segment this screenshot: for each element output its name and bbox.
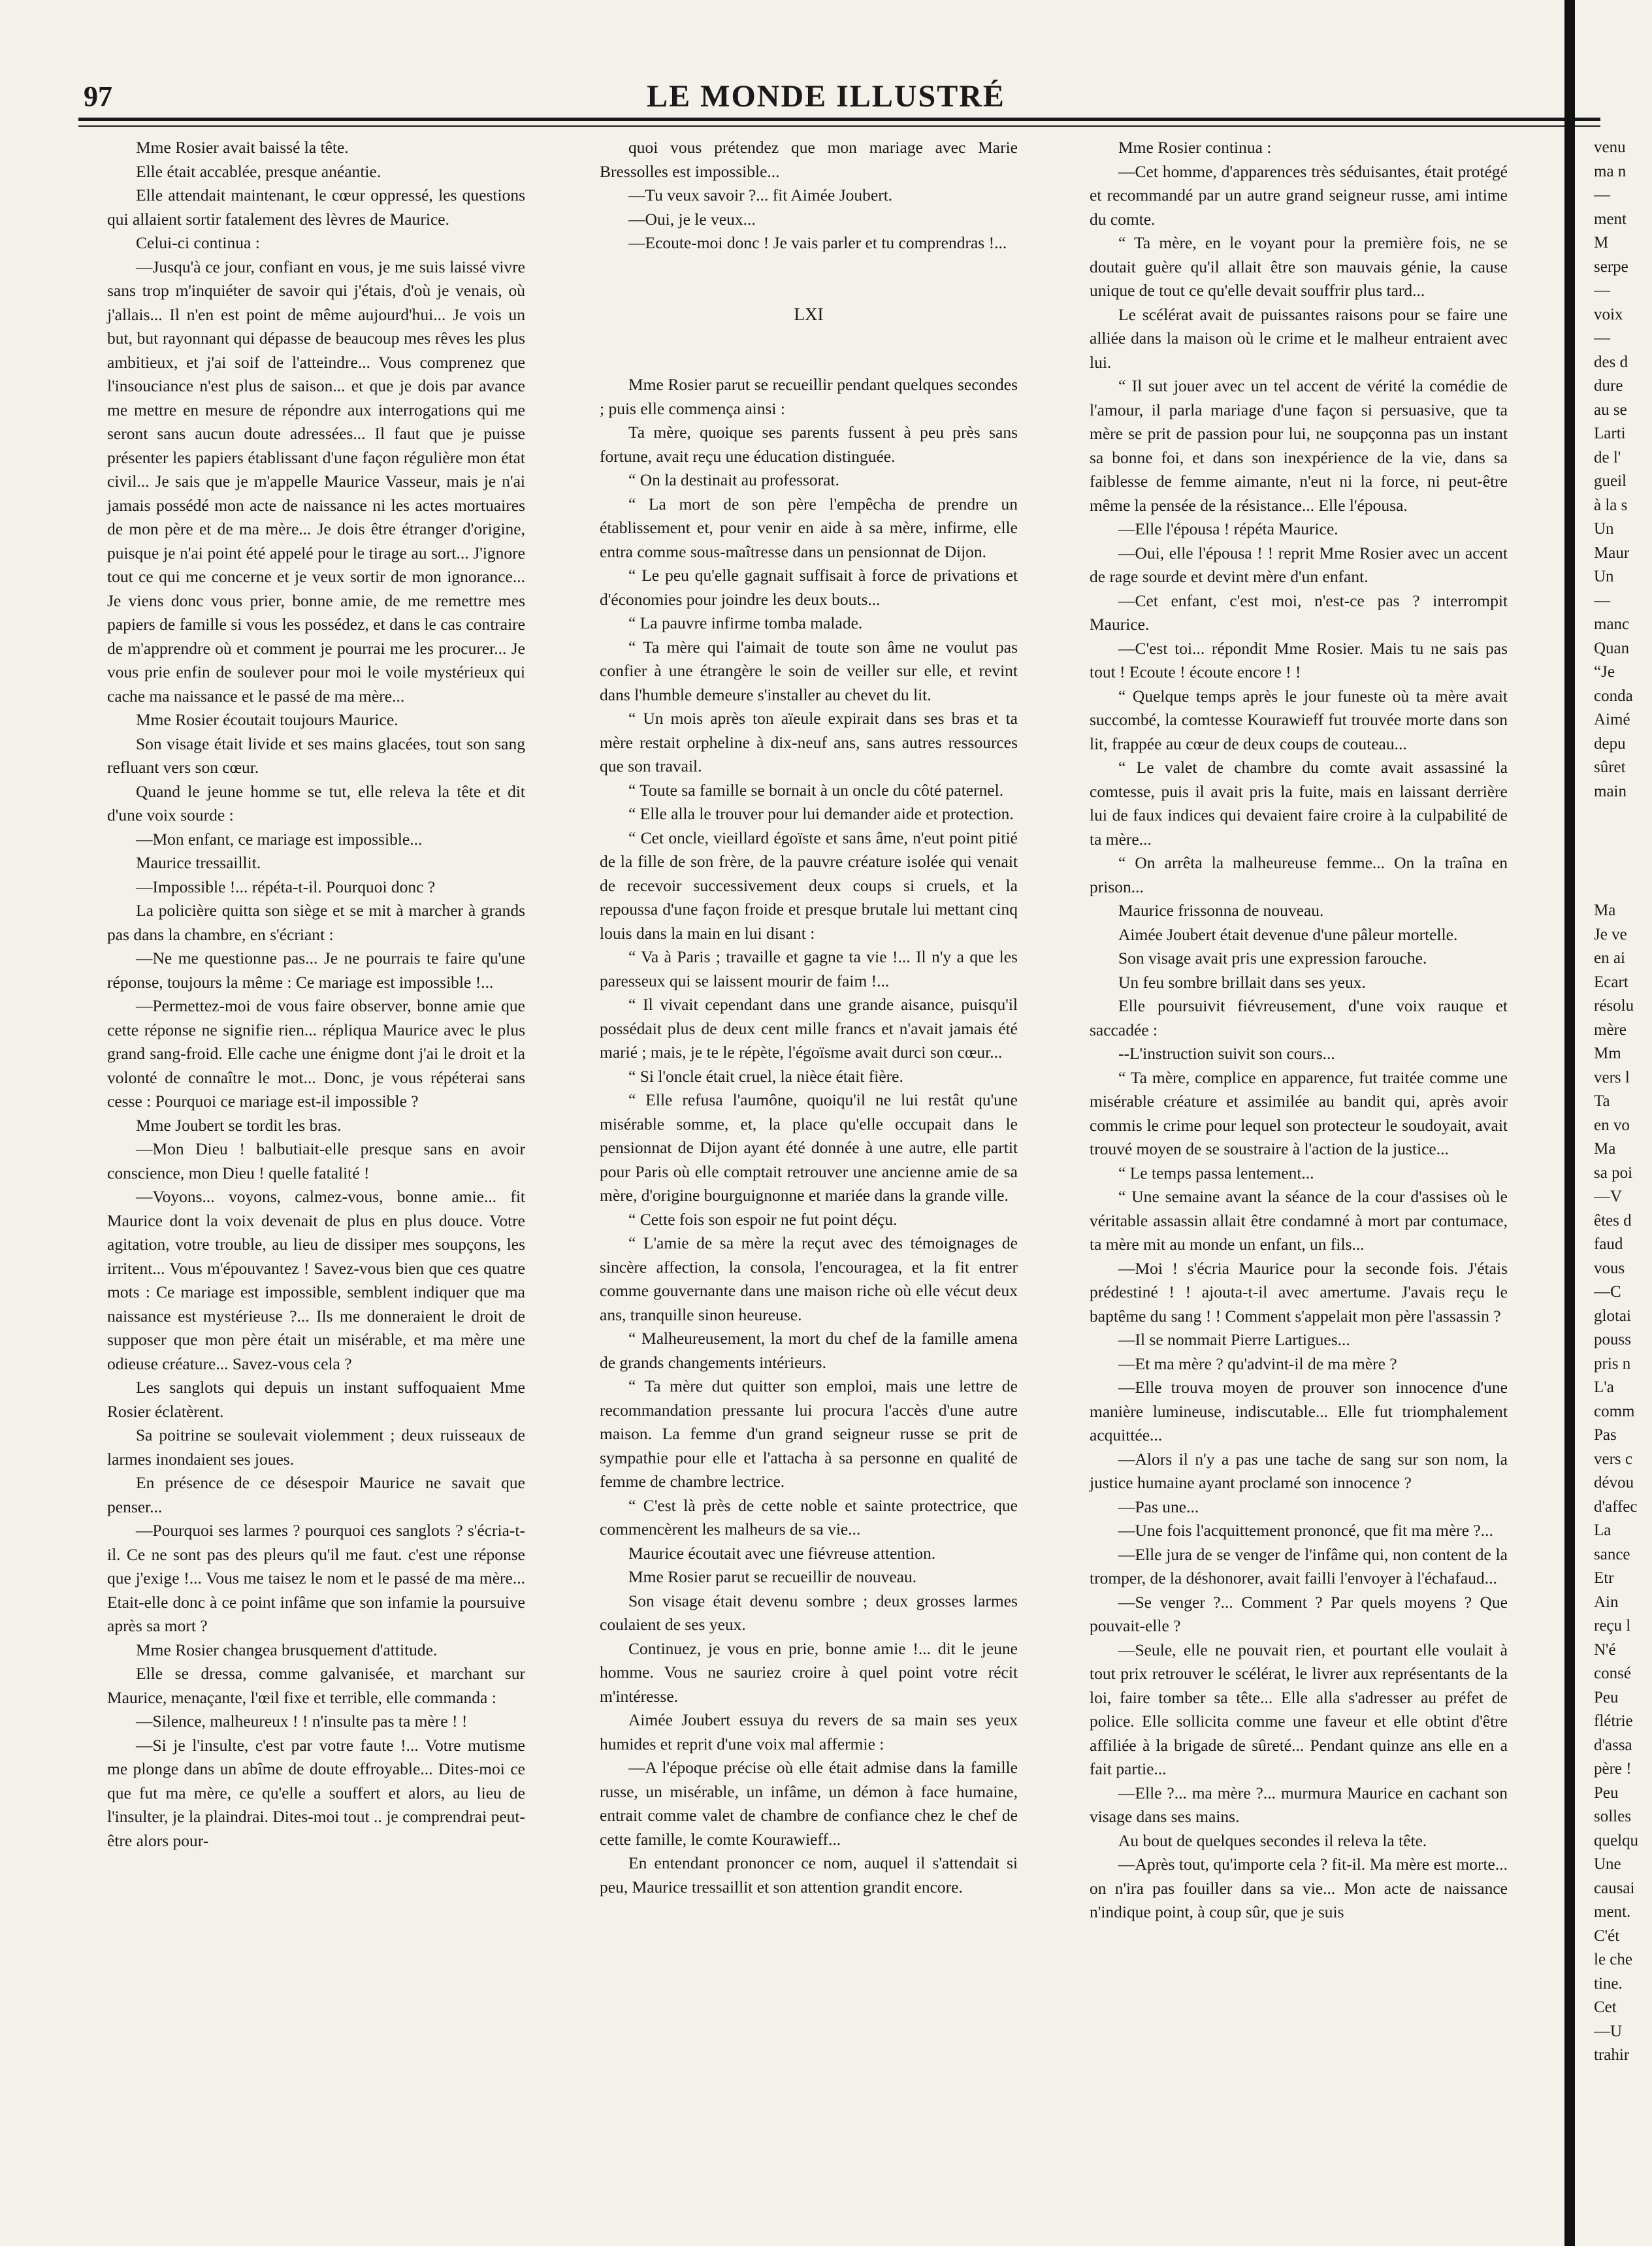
paragraph: “ Un mois après ton aïeule expirait dans ses bras et ta mère restait orpheline à dix-neuf ans, sans autres ressources que son travail. bbox=[600, 709, 1018, 775]
paragraph: “ Malheureusement, la mort du chef de la famille amena de grands changements intérieurs. bbox=[600, 1329, 1018, 1372]
paragraph: —Une fois l'acquittement prononcé, que fit ma mère ?... bbox=[1118, 1521, 1493, 1540]
edge-line-fragment: “Je bbox=[1594, 663, 1615, 681]
paragraph: “ Une semaine avant la séance de la cour d'assises où le véritable assassin allait être condamné à mort par contumace, ta mère mit au monde un enfant, un fils... bbox=[1090, 1187, 1508, 1254]
paragraph: La policière quitta son siège et se mit à marcher à grands pas dans la chambre, en s'écriant : bbox=[107, 901, 525, 944]
paragraph: Ta mère, quoique ses parents fussent à peu près sans fortune, avait reçu une éducation distinguée. bbox=[600, 423, 1018, 466]
edge-line-fragment: Cet bbox=[1594, 1998, 1617, 2016]
edge-line-fragment: à la s bbox=[1594, 496, 1628, 514]
edge-line-fragment: sa poi bbox=[1594, 1164, 1633, 1182]
chapter-heading: LXI bbox=[794, 304, 824, 324]
paragraph: quoi vous prétendez que mon mariage avec Marie Bressolles est impossible... bbox=[600, 138, 1018, 181]
edge-line-fragment: solles bbox=[1594, 1808, 1631, 1825]
edge-line-fragment: —C bbox=[1594, 1283, 1621, 1301]
paragraph: “ C'est là près de cette noble et sainte protectrice, que commencèrent les malheurs de sa vie... bbox=[600, 1495, 1018, 1538]
paragraph: —Voyons... voyons, calmez-vous, bonne amie... fit Maurice dont la voix devenait de plus en plus douce. Votre agitation, votre trouble, au lieu de dissiper mes soupçons, les irritent... Vous m'épouvantez ! Savez-vous bien que ces quatre mots : Ce mariage est impossible, semblent indiquer que ma naissance est mystérieuse ?... Ils me donneraient le droit de supposer que mon père était un misérable, et ma mère une odieuse créature... Savez-vous cela ? bbox=[107, 1187, 525, 1373]
paragraph: —Moi ! s'écria Maurice pour la seconde fois. J'étais prédestiné ! ! ajouta-t-il avec amertume. J'avais reçu le baptême du sang ! ! Comment s'appelait mon père l'assassin ? bbox=[1090, 1258, 1508, 1326]
paragraph: —C'est toi... répondit Mme Rosier. Mais tu ne sais pas tout ! Ecoute ! écoute encore ! ! bbox=[1090, 638, 1508, 681]
edge-line-fragment: quelqu bbox=[1594, 1831, 1639, 1849]
paragraph: —Elle jura de se venger de l'infâme qui, non content de la tromper, de la déshonorer, avait failli l'envoyer à l'échafaud... bbox=[1090, 1544, 1508, 1587]
column-2-chapter-text bbox=[600, 373, 1018, 1899]
edge-line-fragment: — bbox=[1594, 329, 1610, 347]
adjacent-page-edge bbox=[1594, 136, 1652, 2068]
paragraph: —Elle l'épousa ! répéta Maurice. bbox=[1118, 519, 1338, 538]
paragraph: “ Toute sa famille se bornait à un oncle du côté paternel. bbox=[628, 780, 1004, 800]
edge-line-fragment: ment. bbox=[1594, 1903, 1631, 1921]
paragraph: —Et ma mère ? qu'advint-il de ma mère ? bbox=[1118, 1354, 1397, 1373]
edge-line-fragment: dévou bbox=[1594, 1474, 1634, 1491]
paragraph: “ Le peu qu'elle gagnait suffisait à force de privations et d'économies pour joindre les deux bouts... bbox=[600, 566, 1018, 609]
edge-line-fragment: Une bbox=[1594, 1855, 1621, 1873]
paragraph: —Mon Dieu ! balbutiait-elle presque sans en avoir conscience, mon Dieu ! quelle fatalité ! bbox=[107, 1139, 525, 1182]
edge-line-fragment: vers c bbox=[1594, 1450, 1632, 1468]
paragraph: —Tu veux savoir ?... fit Aimée Joubert. bbox=[628, 186, 893, 204]
paragraph: —Elle ?... ma mère ?... murmura Maurice en cachant son visage dans ses mains. bbox=[1090, 1783, 1508, 1826]
edge-line-fragment: au se bbox=[1594, 400, 1627, 419]
edge-line-fragment: C'ét bbox=[1594, 1927, 1620, 1945]
paragraph: “ L'amie de sa mère la reçut avec des témoignages de sincère affection, la consola, l'encouragea, et la fit entrer comme gouvernante dans une maison riche où elle vécut deux ans, tranquille sinon heureuse. bbox=[600, 1233, 1018, 1324]
edge-line-fragment: Etr bbox=[1594, 1569, 1614, 1587]
edge-line-fragment: —V bbox=[1594, 1188, 1623, 1205]
column-2-continuation bbox=[600, 136, 1018, 255]
paragraph: —Pourquoi ses larmes ? pourquoi ces sanglots ? s'écria-t-il. Ce ne sont pas des pleurs qu'il me faut. c'est une réponse que j'exige !... Vous me taisez le nom et le passé de ma mère... Etait-elle donc à ce point infâme que son infamie la poursuive après sa mort ? bbox=[107, 1521, 525, 1635]
paragraph: —Mon enfant, ce mariage est impossible... bbox=[136, 829, 423, 849]
header-rule-thin bbox=[78, 125, 1600, 127]
paragraph: Mme Joubert se tordit les bras. bbox=[136, 1115, 342, 1135]
paragraph: “ Il vivait cependant dans une grande aisance, puisqu'il possédait plus de deux cent mille francs et n'avait jamais été marié ; mais, je te le répète, l'égoïsme avait durci son cœur... bbox=[600, 995, 1018, 1062]
edge-line-fragment: gueil bbox=[1594, 472, 1627, 490]
edge-line-fragment: sûret bbox=[1594, 758, 1626, 776]
paragraph: Le scélérat avait de puissantes raisons pour se faire une alliée dans la maison où le crime et le malheur entraient avec lui. bbox=[1090, 304, 1508, 372]
edge-line-fragment: Peu bbox=[1594, 1783, 1619, 1802]
edge-line-fragment: vers l bbox=[1594, 1068, 1630, 1086]
paragraph: Mme Rosier parut se recueillir pendant quelques secondes ; puis elle commença ainsi : bbox=[600, 375, 1018, 418]
edge-line-fragment: résolu bbox=[1594, 997, 1634, 1015]
edge-line-fragment: Un bbox=[1594, 520, 1614, 538]
paragraph: “ La mort de son père l'empêcha de prendre un établissement et, pour venir en aide à sa mère, infirme, elle entra comme sous-maîtresse dans un pensionnat de Dijon. bbox=[600, 494, 1018, 561]
paragraph: Maurice écoutait avec une fiévreuse attention. bbox=[628, 1543, 936, 1563]
edge-line-fragment: N'é bbox=[1594, 1640, 1616, 1659]
edge-line-fragment: Aimé bbox=[1594, 711, 1630, 728]
edge-line-fragment: Un bbox=[1594, 568, 1614, 585]
edge-line-fragment: vous bbox=[1594, 1259, 1625, 1277]
paragraph: —Seule, elle ne pouvait rien, et pourtant elle voulait à tout prix retrouver le scélérat, le livrer aux représentants de la loi, faire tomber sa tête... Elle alla s'adresser au préfet de police. Elle sollicita comme une faveur et elle obtint d'être affiliée à la brigade de sûreté... Pendant quinze ans elle en a fait partie... bbox=[1090, 1640, 1508, 1778]
paragraph: “ Elle refusa l'aumône, quoiqu'il ne lui restât qu'une misérable somme, et, la place qu'elle occupait dans le pensionnat de Dijon ayant été donnée à une autre, elle partit pour Paris où elle comptait retrouver une ancienne amie de sa mère, d'origine bourguignonne et mariée dans la grande ville. bbox=[600, 1090, 1018, 1205]
paragraph: Sa poitrine se soulevait violemment ; deux ruisseaux de larmes inondaient ses joues. bbox=[107, 1425, 525, 1469]
paragraph: “ Elle alla le trouver pour lui demander aide et protection. bbox=[628, 804, 1014, 823]
paragraph: —Silence, malheureux ! ! n'insulte pas ta mère ! ! bbox=[136, 1712, 468, 1731]
edge-line-fragment: des d bbox=[1594, 353, 1628, 371]
paragraph: --L'instruction suivit son cours... bbox=[1118, 1044, 1335, 1063]
edge-line-fragment: — bbox=[1594, 591, 1610, 610]
paragraph: —A l'époque précise où elle était admise dans la famille russe, un misérable, un infâme, un démon à face humaine, entrait comme valet de chambre de confiance chez le chef de cette famille, le comte Kourawieff... bbox=[600, 1758, 1018, 1849]
edge-line-fragment: Ain bbox=[1594, 1593, 1619, 1611]
edge-line-fragment: ment bbox=[1594, 210, 1627, 228]
edge-line-fragment: ma n bbox=[1594, 162, 1627, 180]
text-column-2 bbox=[600, 136, 1018, 1899]
paragraph: Aimée Joubert était devenue d'une pâleur mortelle. bbox=[1118, 924, 1458, 944]
paragraph: “ Cet oncle, vieillard égoïste et sans âme, n'eut point pitié de la fille de son frère, de la pauvre créature isolée qui venait de recevoir successivement deux coups si cruels, et la repoussa d'une façon froide et presque brutale lui mettant cinq louis dans la main en lui disant : bbox=[600, 828, 1018, 943]
paragraph: —Elle trouva moyen de prouver son innocence d'une manière lumineuse, indiscutable... Elle fut triomphalement acquittée... bbox=[1090, 1378, 1508, 1444]
edge-line-fragment: glotai bbox=[1594, 1307, 1631, 1325]
edge-line-fragment: voix bbox=[1594, 305, 1623, 323]
paragraph: “ La pauvre infirme tomba malade. bbox=[628, 613, 863, 632]
paragraph: “ Si l'oncle était cruel, la nièce était fière. bbox=[628, 1066, 903, 1086]
edge-line-fragment: père ! bbox=[1594, 1760, 1632, 1778]
paragraph: “ On la destinait au professorat. bbox=[628, 470, 839, 489]
paragraph: “ Le valet de chambre du comte avait assassiné la comtesse, puis il avait pris la fuite, mais en laissant derrière lui de faux indices qui devaient faire croire à la culpabilité de ta mère... bbox=[1090, 758, 1508, 849]
paragraph: Son visage avait pris une expression farouche. bbox=[1118, 949, 1427, 968]
edge-line-fragment: tine. bbox=[1594, 1974, 1623, 1993]
paragraph: Aimée Joubert essuya du revers de sa main ses yeux humides et reprit d'une voix mal affermie : bbox=[600, 1710, 1018, 1753]
paragraph: —Cet enfant, c'est moi, n'est-ce pas ? interrompit Maurice. bbox=[1090, 591, 1508, 634]
edge-line-fragment: L'a bbox=[1594, 1378, 1614, 1396]
edge-line-fragment: flétrie bbox=[1594, 1712, 1633, 1730]
edge-line-fragment: La bbox=[1594, 1522, 1612, 1539]
edge-line-fragment: Ecart bbox=[1594, 973, 1628, 991]
edge-line-fragment: de l' bbox=[1594, 448, 1621, 466]
edge-line-fragment: Ta bbox=[1594, 1092, 1610, 1110]
paragraph: —Cet homme, d'apparences très séduisantes, était protégé et recommandé par un autre grand seigneur russe, ami intime du comte. bbox=[1090, 161, 1508, 229]
edge-line-fragment: — bbox=[1594, 186, 1610, 204]
paragraph: En entendant prononcer ce nom, auquel il s'attendait si peu, Maurice tressaillit et son attention grandit encore. bbox=[600, 1853, 1018, 1896]
edge-line-fragment: main bbox=[1594, 782, 1627, 800]
page-number: 97 bbox=[84, 80, 112, 112]
edge-line-fragment: venu bbox=[1594, 138, 1626, 156]
paragraph: Son visage était livide et ses mains glacées, tout son sang refluant vers son cœur. bbox=[107, 734, 525, 777]
paragraph: Mme Rosier changea brusquement d'attitude. bbox=[136, 1640, 438, 1659]
paragraph: En présence de ce désespoir Maurice ne savait que penser... bbox=[107, 1473, 525, 1516]
paragraph: Quand le jeune homme se tut, elle releva la tête et dit d'une voix sourde : bbox=[107, 781, 525, 824]
paragraph: “ Cette fois son espoir ne fut point déçu. bbox=[628, 1209, 898, 1229]
header-rule-thick bbox=[78, 118, 1600, 121]
paragraph: Les sanglots qui depuis un instant suffoquaient Mme Rosier éclatèrent. bbox=[107, 1378, 525, 1421]
edge-line-fragment: pris n bbox=[1594, 1354, 1631, 1373]
edge-line-fragment: Ma bbox=[1594, 902, 1616, 919]
paragraph: —Si je l'insulte, c'est par votre faute !... Votre mutisme me plonge dans un abîme de doute effroyable... Dites-moi ce que fut ma mère, ce qu'elle a souffert et alors, au lieu de l'insulter, je la plaindrai. Dites-moi tout .. je comprendrai peut-être alors pour- bbox=[107, 1735, 525, 1850]
paragraph: —Après tout, qu'importe cela ? fit-il. Ma mère est morte... on n'ira pas fouiller dans sa vie... Mon acte de naissance n'indique point, à coup sûr, que je suis bbox=[1090, 1855, 1508, 1921]
paragraph: Son visage était devenu sombre ; deux grosses larmes coulaient de ses yeux. bbox=[600, 1591, 1018, 1634]
paragraph: Mme Rosier continua : bbox=[1118, 138, 1272, 157]
paragraph: Mme Rosier avait baissé la tête. bbox=[136, 138, 349, 157]
text-column-3 bbox=[1090, 136, 1508, 1925]
paragraph: “ Ta mère qui l'aimait de toute son âme ne voulut pas confier à une étrangère le soin de veiller sur elle, et revint dans l'humble demeure s'installer au chevet du lit. bbox=[600, 637, 1018, 704]
paragraph: Un feu sombre brillait dans ses yeux. bbox=[1118, 972, 1366, 992]
edge-line-fragment: Maur bbox=[1594, 544, 1630, 562]
edge-line-fragment: M bbox=[1594, 234, 1609, 252]
paragraph: Elle poursuivit fiévreusement, d'une voix rauque et saccadée : bbox=[1090, 996, 1508, 1039]
edge-line-fragment: Peu bbox=[1594, 1688, 1619, 1706]
edge-line-fragment: conda bbox=[1594, 687, 1633, 705]
paragraph: Maurice frissonna de nouveau. bbox=[1118, 901, 1324, 920]
paragraph: —Se venger ?... Comment ? Par quels moyens ? Que pouvait-elle ? bbox=[1090, 1592, 1508, 1635]
paragraph: “ Quelque temps après le jour funeste où ta mère avait succombé, la comtesse Kourawieff fut trouvée morte dans son lit, frappée au cœur de deux coups de couteau... bbox=[1090, 686, 1508, 753]
edge-line-fragment: — bbox=[1594, 282, 1610, 299]
paragraph: Elle se dressa, comme galvanisée, et marchant sur Maurice, menaçante, l'œil fixe et terrible, elle commanda : bbox=[107, 1664, 525, 1707]
edge-line-fragment: Pas bbox=[1594, 1426, 1617, 1444]
edge-line-fragment: reçu l bbox=[1594, 1617, 1631, 1635]
page-fold-shadow bbox=[1564, 0, 1575, 2246]
paragraph: Mme Rosier écoutait toujours Maurice. bbox=[136, 710, 398, 729]
paragraph: “ Va à Paris ; travaille et gagne ta vie !... Il n'y a que les paresseux qui se laissent mourir de faim !... bbox=[600, 947, 1018, 990]
paragraph: —Oui, je le veux... bbox=[628, 209, 756, 229]
paragraph: Continuez, je vous en prie, bonne amie !... dit le jeune homme. Vous ne sauriez croire à quel point votre récit m'intéresse. bbox=[600, 1638, 1018, 1706]
paragraph: —Impossible !... répéta-t-il. Pourquoi donc ? bbox=[136, 877, 436, 896]
paragraph: “ Ta mère, complice en apparence, fut traitée comme une misérable créature et assimilée au bandit qui, après avoir commis le crime pour lequel son protecteur le soudoyait, avait trouvé moyen de se soustraire à l'action de la justice... bbox=[1090, 1067, 1508, 1158]
edge-line-fragment: faud bbox=[1594, 1235, 1623, 1253]
edge-line-fragment: en vo bbox=[1594, 1116, 1630, 1134]
text-column-1 bbox=[107, 136, 525, 1853]
edge-line-fragment: d'affec bbox=[1594, 1497, 1638, 1516]
paragraph: Maurice tressaillit. bbox=[136, 853, 261, 872]
edge-line-fragment: —U bbox=[1594, 2022, 1623, 2040]
edge-line-fragment bbox=[1594, 804, 1652, 828]
paragraph: —Permettez-moi de vous faire observer, bonne amie que cette réponse ne signifie rien... répliqua Maurice avec le plus grand sang-froid. Elle cache une énigme dont j'ai le droit et la volonté de connaître le mot... Donc, je vous répéterai sans cesse : Pourquoi ce mariage est-il impossible ? bbox=[107, 996, 525, 1111]
edge-line-fragment bbox=[1594, 851, 1652, 875]
edge-line-fragment: le che bbox=[1594, 1951, 1632, 1968]
edge-line-fragment: serpe bbox=[1594, 257, 1628, 276]
edge-line-fragment bbox=[1594, 828, 1652, 852]
paragraph: “ On arrêta la malheureuse femme... On la traîna en prison... bbox=[1090, 853, 1508, 896]
paragraph: Elle attendait maintenant, le cœur oppressé, les questions qui allaient sortir fatalement des lèvres de Maurice. bbox=[107, 186, 525, 229]
edge-line-fragment: Mm bbox=[1594, 1045, 1621, 1062]
edge-line-fragment: depu bbox=[1594, 734, 1626, 753]
edge-line-fragment: manc bbox=[1594, 615, 1630, 633]
edge-line-fragment: Larti bbox=[1594, 425, 1626, 442]
edge-line-fragment: pouss bbox=[1594, 1331, 1631, 1348]
edge-line-fragment: Ma bbox=[1594, 1140, 1616, 1158]
paragraph: —Il se nommait Pierre Lartigues... bbox=[1118, 1330, 1350, 1349]
publication-title: LE MONDE ILLUSTRÉ bbox=[647, 79, 1005, 114]
edge-line-fragment: Je ve bbox=[1594, 925, 1627, 943]
edge-line-fragment: consé bbox=[1594, 1665, 1631, 1682]
paragraph: —Pas une... bbox=[1118, 1497, 1199, 1516]
paragraph: —Alors il n'y a pas une tache de sang sur son nom, la justice humaine ayant proclamé son innocence ? bbox=[1090, 1449, 1508, 1492]
paragraph: “ Il sut jouer avec un tel accent de vérité la comédie de l'amour, il parla mariage d'une façon si persuasive, que ta mère se prit de passion pour lui, ne soupçonna pas un instant sa bonne foi, et dans son inexpérience de la vie, dans sa faiblesse de femme aimante, n'eut ni la force, ni peut-être même la pensée de la résistance... Elle l'épousa. bbox=[1090, 376, 1508, 515]
paragraph: —Oui, elle l'épousa ! ! reprit Mme Rosier avec un accent de rage sourde et devint mère d'un enfant. bbox=[1090, 543, 1508, 586]
edge-line-fragment: d'assa bbox=[1594, 1736, 1632, 1754]
edge-line-fragment: comm bbox=[1594, 1402, 1635, 1420]
paragraph: Au bout de quelques secondes il releva la tête. bbox=[1118, 1831, 1427, 1850]
edge-line-fragment: sance bbox=[1594, 1545, 1630, 1563]
edge-line-fragment bbox=[1594, 875, 1652, 900]
paragraph: Mme Rosier parut se recueillir de nouveau. bbox=[628, 1567, 917, 1586]
edge-line-fragment: dure bbox=[1594, 377, 1623, 395]
paragraph: —Ecoute-moi donc ! Je vais parler et tu comprendras !... bbox=[628, 233, 1007, 252]
paragraph: —Jusqu'à ce jour, confiant en vous, je me suis laissé vivre sans trop m'inquiéter de savoir qui j'étais, d'où je venais, où j'allais... Il n'en est point de même aujourd'hui... Je vois un but, but rayonnant qui dépasse de beaucoup mes rêves les plus ambitieux, et j'ai soif de l'atteindre... Vous comprenez que l'insouciance n'est plus de saison... et que je dois par avance me mettre en mesure de répondre aux interrogations qui me seront sans aucun doute adressées... Il faut que je puisse présenter les papiers établissant d'une façon régulière mon état civil... Je sais que je m'appelle Maurice Vasseur, mais je n'ai jamais possédé mon acte de naissance ni les actes mortuaires de mon père et de ma mère... Je dois être étranger d'origine, puisque je n'ai point été appelé pour le tirage au sort... J'ignore tout ce qui me concerne et je veux sortir de mon ignorance... Je viens donc vous prier, bonne amie, de me remettre mes papiers de famille si vous les possédez, et dans le cas contraire de m'apprendre où et comment je pourrai me les procurer... Je vous prie enfin de soulever pour moi le voile mystérieux qui cache ma naissance et le passé de ma mère... bbox=[107, 257, 525, 706]
paragraph: “ Ta mère dut quitter son emploi, mais une lettre de recommandation pressante lui procura l'accès d'une autre maison. La femme d'un grand seigneur russe se prit de sympathie pour elle et l'attacha à sa personne en qualité de femme de chambre lectrice. bbox=[600, 1376, 1018, 1491]
edge-line-fragment: Quan bbox=[1594, 639, 1630, 657]
paragraph: —Ne me questionne pas... Je ne pourrais te faire qu'une réponse, toujours la même : Ce mariage est impossible !... bbox=[107, 949, 525, 992]
paragraph: Celui-ci continua : bbox=[136, 233, 260, 252]
edge-line-fragment: trahir bbox=[1594, 2046, 1630, 2064]
paragraph: “ Ta mère, en le voyant pour la première fois, ne se doutait guère qu'il allait être son mauvais génie, la cause unique de tout ce qu'elle devait souffrir plus tard... bbox=[1090, 233, 1508, 300]
edge-line-fragment: en ai bbox=[1594, 949, 1625, 967]
edge-line-fragment: êtes d bbox=[1594, 1211, 1632, 1229]
paragraph: Elle était accablée, presque anéantie. bbox=[136, 161, 381, 181]
edge-line-fragment: causai bbox=[1594, 1879, 1635, 1897]
paragraph: “ Le temps passa lentement... bbox=[1118, 1163, 1314, 1182]
edge-line-fragment: mère bbox=[1594, 1020, 1627, 1039]
